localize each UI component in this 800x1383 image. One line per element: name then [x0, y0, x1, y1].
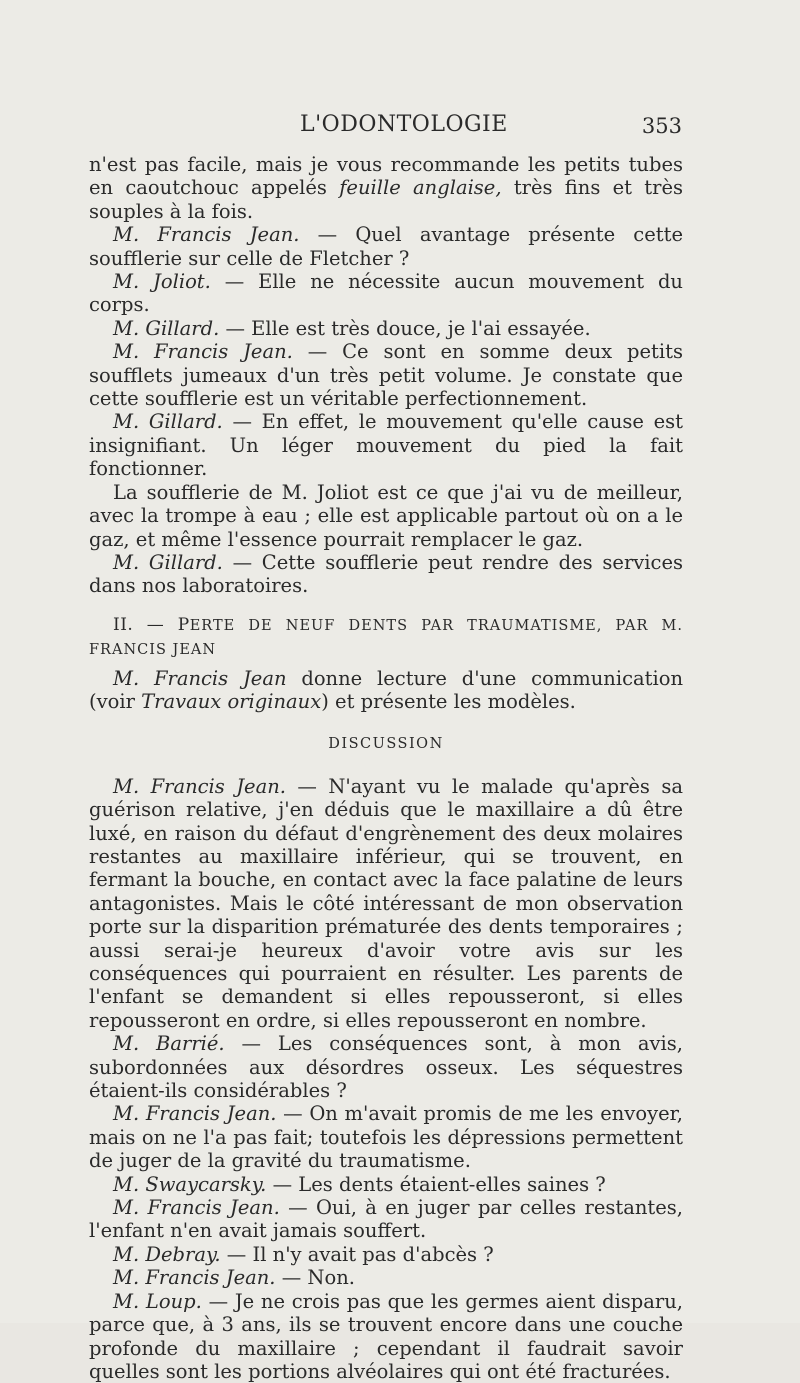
paragraph: M. Barrié. — Les conséquences sont, à mon avis, subordonnées aux désordres osseux. Les séquestres étaient-ils considérables ?	[89, 1032, 683, 1103]
paragraph: n'est pas facile, mais je vous recommande les petits tubes en caoutchouc appelés feuille anglaise, très fins et très souples à la fois.	[89, 153, 683, 223]
speaker: M. Barrié.	[113, 1032, 225, 1056]
running-title: L'ODONTOLOGIE	[300, 112, 508, 137]
paragraph: M. Francis Jean. — N'ayant vu le malade qu'après sa guérison relative, j'en déduis que le maxillaire a dû être luxé, en raison du défaut d'engrènement des deux molaires restantes au maxillaire inférieur, qui se trouvent, en fermant la bouche, en contact avec la face palatine de leurs antagonistes. Mais le côté intéressant de mon observation porte sur la disparition prématurée des dents temporaires ; aussi serai-je heureux d'avoir votre avis sur les conséquences qui pourraient en résulter. Les parents de l'enfant se demandent si elles repousseront, si elles repousseront en ordre, si elles repousseront en nombre.	[89, 774, 683, 1032]
speaker: M. Debray.	[113, 1242, 221, 1266]
page-number: 353	[641, 114, 682, 138]
paragraph: La soufflerie de M. Joliot est ce que j'ai vu de meilleur, avec la trompe à eau ; elle est applicable partout où on a le gaz, et même l'essence pourrait remplacer le gaz.	[89, 480, 683, 551]
paragraph: M. Gillard. — Elle est très douce, je l'ai essayée.	[113, 316, 591, 340]
paragraph: M. Francis Jean. — Ce sont en somme deux petits soufflets jumeaux d'un très petit volume. Je constate que cette soufflerie est un véritable perfectionnement.	[89, 340, 683, 411]
discussion-heading: DISCUSSION	[328, 736, 444, 753]
speaker: M. Loup.	[113, 1289, 202, 1313]
speaker: M. Joliot.	[113, 270, 211, 294]
speaker: M. Francis Jean.	[113, 223, 300, 247]
body-text	[89, 153, 683, 1383]
paragraph: M. Francis Jean. — Quel avantage présente cette soufflerie sur celle de Fletcher ?	[89, 223, 683, 270]
speaker: M. Francis Jean.	[113, 1266, 276, 1290]
speaker: M. Swaycarsky.	[113, 1172, 267, 1196]
paragraph: M. Francis Jean. — Non.	[113, 1266, 355, 1290]
speaker: M. Francis Jean.	[113, 1102, 277, 1126]
paragraph: M. Joliot. — Elle ne nécessite aucun mouvement du corps.	[89, 270, 683, 317]
paragraph: M. Francis Jean. — On m'avait promis de me les envoyer, mais on ne l'a pas fait; toutefois les dépressions permettent de juger de la gravité du traumatisme.	[89, 1102, 683, 1173]
speaker: M. Gillard.	[113, 410, 223, 434]
speaker: M. Francis Jean.	[113, 340, 293, 364]
paragraph: M. Francis Jean. — Oui, à en juger par celles restantes, l'enfant n'en avait jamais souffert.	[89, 1196, 683, 1243]
paragraph: M. Debray. — Il n'y avait pas d'abcès ?	[113, 1242, 494, 1266]
speaker: M. Gillard.	[113, 550, 223, 574]
speaker: M. Gillard.	[113, 316, 220, 340]
paragraph: M. Gillard. — En effet, le mouvement qu'elle cause est insignifiant. Un léger mouvement du pied la fait fonctionner.	[89, 410, 684, 481]
page-header	[92, 112, 682, 142]
paragraph: M. Loup. — Je ne crois pas que les germes aient disparu, parce que, à 3 ans, ils se trouvent encore dans une couche profonde du maxillaire ; cependant il faudrait savoir quelles sont les portions alvéolaires qui ont été fracturées.	[89, 1289, 683, 1383]
speaker: M. Francis Jean.	[113, 774, 286, 798]
paragraph: M. Gillard. — Cette soufflerie peut rendre des services dans nos laboratoires.	[89, 550, 683, 598]
speaker: M. Francis Jean	[113, 666, 287, 690]
paragraph: M. Francis Jean donne lecture d'une communication (voir Travaux originaux) et présente les modèles.	[89, 666, 684, 713]
speaker: M. Francis Jean.	[113, 1196, 280, 1220]
section-heading: II. — PERTE DE NEUF DENTS PAR TRAUMATISME, PAR M. FRANCIS JEAN	[89, 614, 683, 659]
paragraph: M. Swaycarsky. — Les dents étaient-elles saines ?	[113, 1172, 606, 1196]
